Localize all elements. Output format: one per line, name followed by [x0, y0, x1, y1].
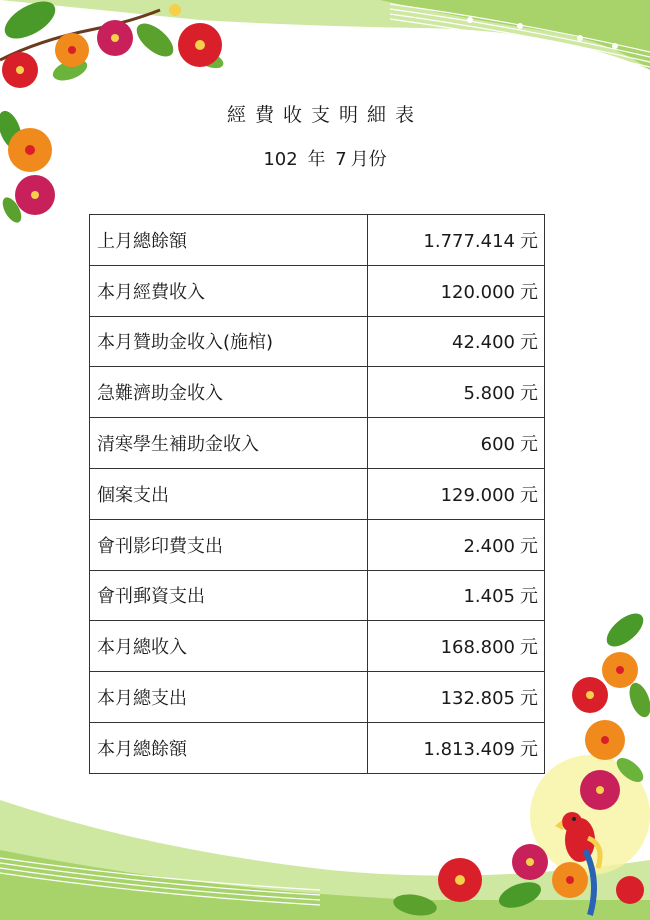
period-year: 102 [263, 149, 298, 170]
period-month: 7 [335, 149, 347, 170]
row-amount [368, 672, 545, 723]
document-title: 經費收支明細表 [226, 104, 423, 126]
currency-unit: 元 [520, 383, 538, 405]
amount-value: 132.805 [440, 688, 515, 710]
amount-value: 1.813.409 [423, 738, 515, 760]
row-amount [368, 367, 545, 418]
table-row [90, 367, 545, 418]
row-amount [368, 418, 545, 469]
row-label: 本月經費收入 [90, 265, 368, 316]
row-amount [368, 570, 545, 621]
row-label: 本月總收入 [90, 621, 368, 672]
row-amount [368, 722, 545, 773]
table-row [90, 672, 545, 723]
table-row [90, 570, 545, 621]
table-row [90, 316, 545, 367]
amount-value: 129.000 [440, 484, 515, 506]
table-row [90, 215, 545, 266]
row-label: 上月總餘額 [90, 215, 368, 266]
currency-unit: 元 [520, 688, 538, 710]
row-amount [368, 519, 545, 570]
row-amount [368, 621, 545, 672]
table-row [90, 418, 545, 469]
currency-unit: 元 [520, 738, 538, 760]
amount-value: 120.000 [440, 281, 515, 303]
currency-unit: 元 [520, 332, 538, 354]
currency-unit: 元 [520, 484, 538, 506]
period-year-unit: 年 [307, 149, 326, 170]
amount-value: 2.400 [463, 535, 515, 557]
document-period [0, 145, 650, 171]
amount-value: 42.400 [452, 332, 515, 354]
row-amount [368, 468, 545, 519]
currency-unit: 元 [520, 535, 538, 557]
currency-unit: 元 [520, 586, 538, 608]
table-row [90, 468, 545, 519]
row-label: 本月總支出 [90, 672, 368, 723]
currency-unit: 元 [520, 434, 538, 456]
table-row [90, 265, 545, 316]
row-label: 本月總餘額 [90, 722, 368, 773]
row-label: 本月贊助金收入(施棺) [90, 316, 368, 367]
row-label: 個案支出 [90, 468, 368, 519]
row-amount [368, 316, 545, 367]
row-label: 會刊影印費支出 [90, 519, 368, 570]
currency-unit: 元 [520, 281, 538, 303]
ledger-body [90, 215, 545, 774]
period-month-unit: 月份 [350, 149, 387, 170]
table-row [90, 621, 545, 672]
row-label: 會刊郵資支出 [90, 570, 368, 621]
currency-unit: 元 [520, 230, 538, 252]
table-row [90, 722, 545, 773]
table-row [90, 519, 545, 570]
amount-value: 1.777.414 [423, 230, 515, 252]
amount-value: 600 [480, 434, 515, 456]
row-amount [368, 265, 545, 316]
row-amount [368, 215, 545, 266]
row-label: 急難濟助金收入 [90, 367, 368, 418]
amount-value: 5.800 [463, 383, 515, 405]
amount-value: 1.405 [463, 586, 515, 608]
row-label: 清寒學生補助金收入 [90, 418, 368, 469]
amount-value: 168.800 [440, 637, 515, 659]
currency-unit: 元 [520, 637, 538, 659]
ledger-table [89, 214, 545, 774]
